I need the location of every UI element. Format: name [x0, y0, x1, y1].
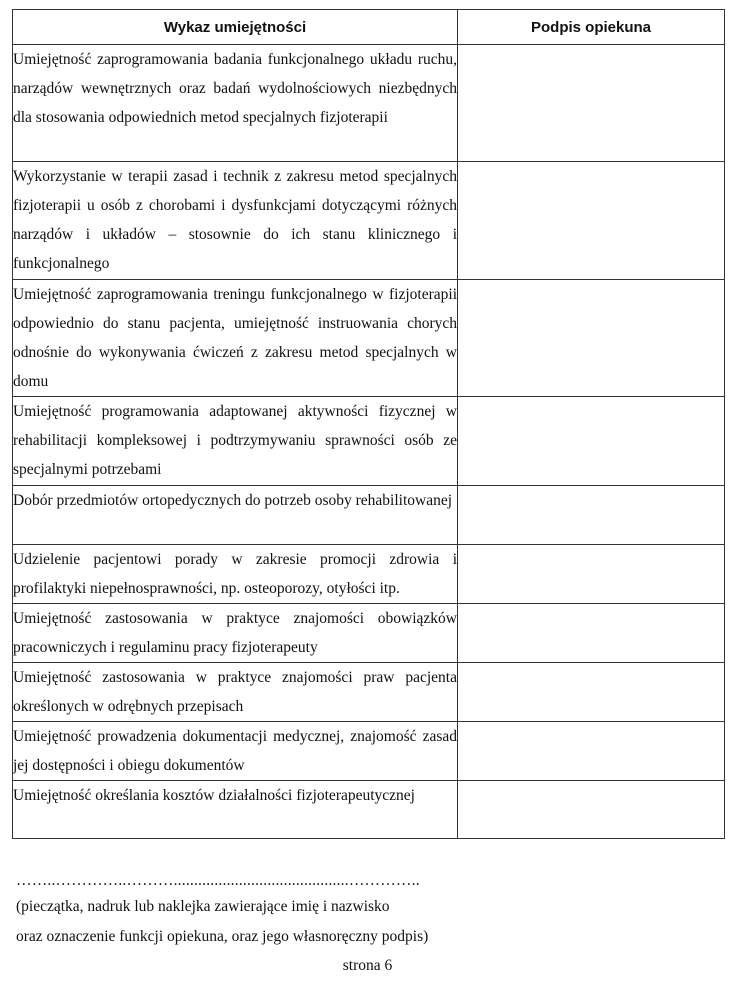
signature-cell[interactable]	[458, 781, 725, 839]
skill-cell: Umiejętność prowadzenia dokumentacji medycznej, znajomość zasad jej dostępności i obiegu dokumentów	[13, 722, 458, 781]
skills-table	[12, 9, 725, 839]
skill-cell: Umiejętność zaprogramowania badania funkcjonalnego układu ruchu, narządów wewnętrznych oraz badań wydolnościowych niezbędnych dla stosowania odpowiednich metod specjalnych fizjoterapii	[13, 45, 458, 162]
signature-cell[interactable]	[458, 545, 725, 604]
skill-cell: Dobór przedmiotów ortopedycznych do potrzeb osoby rehabilitowanej	[13, 486, 458, 545]
signature-cell[interactable]	[458, 162, 725, 280]
signature-cell[interactable]	[458, 604, 725, 663]
signature-cell[interactable]	[458, 280, 725, 397]
table-row	[13, 397, 725, 486]
table-row	[13, 280, 725, 397]
header-skills: Wykaz umiejętności	[13, 10, 458, 45]
table-row	[13, 604, 725, 663]
skill-cell: Umiejętność określania kosztów działalności fizjoterapeutycznej	[13, 781, 458, 839]
skill-cell: Umiejętność zastosowania w praktyce znajomości praw pacjenta określonych w odrębnych przepisach	[13, 663, 458, 722]
header-signature: Podpis opiekuna	[458, 10, 725, 45]
table-row	[13, 486, 725, 545]
table-row	[13, 45, 725, 162]
signature-cell[interactable]	[458, 397, 725, 486]
table-row	[13, 545, 725, 604]
skill-cell: Udzielenie pacjentowi porady w zakresie promocji zdrowia i profilaktyki niepełnosprawności, np. osteoporozy, otyłości itp.	[13, 545, 458, 604]
signature-cell[interactable]	[458, 45, 725, 162]
signature-cell[interactable]	[458, 663, 725, 722]
skill-cell: Wykorzystanie w terapii zasad i technik z zakresu metod specjalnych fizjoterapii u osób z chorobami i dysfunkcjami dotyczącymi różnych narządów i układów – stosownie do ich stanu klinicznego i funkcjonalnego	[13, 162, 458, 280]
signature-cell[interactable]	[458, 486, 725, 545]
skill-cell: Umiejętność zaprogramowania treningu funkcjonalnego w fizjoterapii odpowiednio do stanu pacjenta, umiejętność instruowania chorych odnośnie do wykonywania ćwiczeń z zakresu metod specjalnych w domu	[13, 280, 458, 397]
table-row	[13, 162, 725, 280]
table-header-row	[13, 10, 725, 45]
signature-cell[interactable]	[458, 722, 725, 781]
signature-line: ……..…………..………...........................................…………..	[16, 872, 420, 889]
table-row	[13, 781, 725, 839]
table-row	[13, 663, 725, 722]
page-number: strona 6	[342, 957, 393, 974]
table-row	[13, 722, 725, 781]
skill-cell: Umiejętność zastosowania w praktyce znajomości obowiązków pracowniczych i regulaminu pracy fizjoterapeuty	[13, 604, 458, 663]
signature-caption-line1: (pieczątka, nadruk lub naklejka zawierające imię i nazwisko	[16, 898, 390, 915]
skill-cell: Umiejętność programowania adaptowanej aktywności fizycznej w rehabilitacji kompleksowej i podtrzymywaniu sprawności osób ze specjalnymi potrzebami	[13, 397, 458, 486]
signature-caption-line2: oraz oznaczenie funkcji opiekuna, oraz jego własnoręczny podpis)	[16, 928, 429, 945]
